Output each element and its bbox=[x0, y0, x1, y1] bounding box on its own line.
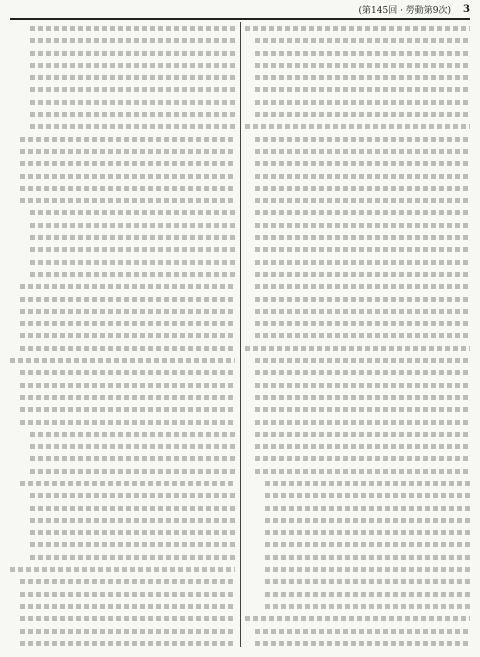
text-line bbox=[245, 59, 470, 71]
illegible-text-placeholder bbox=[20, 297, 235, 302]
text-line bbox=[10, 305, 235, 317]
text-line bbox=[10, 342, 235, 354]
text-line bbox=[10, 317, 235, 329]
illegible-text-placeholder bbox=[265, 481, 470, 486]
text-line bbox=[245, 47, 470, 59]
illegible-text-placeholder bbox=[30, 75, 235, 80]
illegible-text-placeholder bbox=[30, 444, 235, 449]
text-line bbox=[245, 502, 470, 514]
text-line bbox=[245, 145, 470, 157]
illegible-text-placeholder bbox=[255, 210, 470, 215]
illegible-text-placeholder bbox=[265, 542, 470, 547]
illegible-text-placeholder bbox=[255, 629, 470, 634]
text-line bbox=[10, 243, 235, 255]
text-line bbox=[10, 588, 235, 600]
illegible-text-placeholder bbox=[255, 420, 470, 425]
text-line bbox=[245, 96, 470, 108]
text-line bbox=[245, 551, 470, 563]
text-line bbox=[245, 403, 470, 415]
text-line bbox=[10, 625, 235, 637]
illegible-text-placeholder bbox=[30, 506, 235, 511]
illegible-text-placeholder bbox=[20, 592, 235, 597]
text-line bbox=[245, 206, 470, 218]
page-header bbox=[10, 0, 470, 20]
illegible-text-placeholder bbox=[20, 149, 235, 154]
illegible-text-placeholder bbox=[20, 383, 235, 388]
text-line bbox=[245, 22, 470, 34]
text-line bbox=[245, 194, 470, 206]
illegible-text-placeholder bbox=[20, 629, 235, 634]
illegible-text-placeholder bbox=[20, 284, 235, 289]
text-line bbox=[245, 465, 470, 477]
illegible-text-placeholder bbox=[20, 641, 235, 646]
left-column bbox=[10, 22, 235, 647]
illegible-text-placeholder bbox=[265, 604, 470, 609]
illegible-text-placeholder bbox=[255, 75, 470, 80]
text-line bbox=[245, 391, 470, 403]
illegible-text-placeholder bbox=[255, 223, 470, 228]
illegible-text-placeholder bbox=[30, 555, 235, 560]
illegible-text-placeholder bbox=[30, 38, 235, 43]
text-line bbox=[10, 391, 235, 403]
text-line bbox=[245, 538, 470, 550]
illegible-text-placeholder bbox=[255, 161, 470, 166]
text-line bbox=[10, 440, 235, 452]
illegible-text-placeholder bbox=[255, 186, 470, 191]
text-line bbox=[10, 452, 235, 464]
text-line bbox=[245, 231, 470, 243]
text-line bbox=[10, 83, 235, 95]
text-line bbox=[10, 182, 235, 194]
text-line bbox=[10, 22, 235, 34]
text-line bbox=[245, 83, 470, 95]
illegible-text-placeholder bbox=[30, 432, 235, 437]
text-line bbox=[245, 354, 470, 366]
illegible-text-placeholder bbox=[265, 493, 470, 498]
text-line bbox=[245, 268, 470, 280]
illegible-text-placeholder bbox=[255, 383, 470, 388]
illegible-text-placeholder bbox=[20, 346, 235, 351]
illegible-text-placeholder bbox=[265, 592, 470, 597]
illegible-text-placeholder bbox=[255, 370, 470, 375]
illegible-text-placeholder bbox=[255, 87, 470, 92]
text-line bbox=[10, 526, 235, 538]
illegible-text-placeholder bbox=[20, 198, 235, 203]
text-line bbox=[245, 329, 470, 341]
illegible-text-placeholder bbox=[30, 235, 235, 240]
text-line bbox=[245, 243, 470, 255]
text-line bbox=[245, 293, 470, 305]
illegible-text-placeholder bbox=[20, 420, 235, 425]
text-line bbox=[10, 47, 235, 59]
illegible-text-placeholder bbox=[30, 87, 235, 92]
text-line bbox=[10, 538, 235, 550]
illegible-text-placeholder bbox=[255, 444, 470, 449]
text-line bbox=[10, 465, 235, 477]
illegible-text-placeholder bbox=[255, 198, 470, 203]
illegible-text-placeholder bbox=[20, 321, 235, 326]
illegible-text-placeholder bbox=[20, 370, 235, 375]
illegible-text-placeholder bbox=[245, 616, 470, 621]
illegible-text-placeholder bbox=[255, 112, 470, 117]
illegible-text-placeholder bbox=[20, 161, 235, 166]
text-line bbox=[10, 194, 235, 206]
illegible-text-placeholder bbox=[30, 518, 235, 523]
illegible-text-placeholder bbox=[255, 297, 470, 302]
text-line bbox=[10, 268, 235, 280]
illegible-text-placeholder bbox=[255, 407, 470, 412]
illegible-text-placeholder bbox=[255, 272, 470, 277]
page-number: 3 bbox=[463, 3, 470, 15]
illegible-text-placeholder bbox=[30, 247, 235, 252]
text-line bbox=[245, 280, 470, 292]
illegible-text-placeholder bbox=[255, 333, 470, 338]
text-line bbox=[245, 625, 470, 637]
text-line bbox=[10, 133, 235, 145]
text-line bbox=[10, 219, 235, 231]
illegible-text-placeholder bbox=[255, 247, 470, 252]
illegible-text-placeholder bbox=[20, 174, 235, 179]
text-line bbox=[10, 502, 235, 514]
text-line bbox=[245, 170, 470, 182]
text-line bbox=[245, 342, 470, 354]
illegible-text-placeholder bbox=[20, 333, 235, 338]
illegible-text-placeholder bbox=[30, 124, 235, 129]
text-line bbox=[10, 71, 235, 83]
text-line bbox=[10, 551, 235, 563]
text-line bbox=[245, 637, 470, 647]
illegible-text-placeholder bbox=[30, 210, 235, 215]
text-line bbox=[10, 637, 235, 647]
illegible-text-placeholder bbox=[255, 235, 470, 240]
text-line bbox=[10, 120, 235, 132]
text-line bbox=[10, 366, 235, 378]
illegible-text-placeholder bbox=[255, 432, 470, 437]
text-line bbox=[245, 256, 470, 268]
illegible-text-placeholder bbox=[30, 63, 235, 68]
illegible-text-placeholder bbox=[255, 63, 470, 68]
text-line bbox=[10, 600, 235, 612]
illegible-text-placeholder bbox=[10, 567, 235, 572]
text-line bbox=[10, 96, 235, 108]
illegible-text-placeholder bbox=[255, 358, 470, 363]
text-line bbox=[10, 108, 235, 120]
text-line bbox=[10, 170, 235, 182]
illegible-text-placeholder bbox=[265, 579, 470, 584]
illegible-text-placeholder bbox=[255, 100, 470, 105]
illegible-text-placeholder bbox=[30, 51, 235, 56]
illegible-text-placeholder bbox=[20, 309, 235, 314]
text-line bbox=[10, 612, 235, 624]
illegible-text-placeholder bbox=[255, 469, 470, 474]
text-line bbox=[245, 133, 470, 145]
illegible-text-placeholder bbox=[255, 174, 470, 179]
illegible-text-placeholder bbox=[10, 358, 235, 363]
text-line bbox=[245, 588, 470, 600]
text-line bbox=[10, 575, 235, 587]
illegible-text-placeholder bbox=[30, 469, 235, 474]
text-line bbox=[10, 280, 235, 292]
text-line bbox=[10, 563, 235, 575]
illegible-text-placeholder bbox=[30, 26, 235, 31]
text-line bbox=[245, 379, 470, 391]
illegible-text-placeholder bbox=[255, 321, 470, 326]
text-line bbox=[10, 416, 235, 428]
illegible-text-placeholder bbox=[255, 260, 470, 265]
text-line bbox=[245, 514, 470, 526]
text-line bbox=[245, 317, 470, 329]
illegible-text-placeholder bbox=[255, 38, 470, 43]
text-line bbox=[10, 477, 235, 489]
illegible-text-placeholder bbox=[255, 51, 470, 56]
text-line bbox=[10, 157, 235, 169]
text-line bbox=[245, 71, 470, 83]
illegible-text-placeholder bbox=[255, 641, 470, 646]
header-title: (第145回 · 勞動第9次) bbox=[358, 5, 452, 16]
two-column-body bbox=[10, 22, 470, 647]
text-line bbox=[10, 329, 235, 341]
text-line bbox=[245, 108, 470, 120]
illegible-text-placeholder bbox=[20, 579, 235, 584]
text-line bbox=[245, 440, 470, 452]
illegible-text-placeholder bbox=[20, 481, 235, 486]
illegible-text-placeholder bbox=[265, 506, 470, 511]
illegible-text-placeholder bbox=[20, 604, 235, 609]
text-line bbox=[10, 403, 235, 415]
illegible-text-placeholder bbox=[20, 395, 235, 400]
text-line bbox=[245, 219, 470, 231]
illegible-text-placeholder bbox=[255, 395, 470, 400]
text-line bbox=[10, 59, 235, 71]
text-line bbox=[245, 563, 470, 575]
text-line bbox=[245, 600, 470, 612]
illegible-text-placeholder bbox=[245, 124, 470, 129]
illegible-text-placeholder bbox=[30, 112, 235, 117]
text-line bbox=[245, 182, 470, 194]
text-line bbox=[10, 145, 235, 157]
text-line bbox=[245, 489, 470, 501]
text-line bbox=[245, 612, 470, 624]
illegible-text-placeholder bbox=[255, 309, 470, 314]
text-line bbox=[10, 514, 235, 526]
illegible-text-placeholder bbox=[265, 567, 470, 572]
illegible-text-placeholder bbox=[255, 284, 470, 289]
illegible-text-placeholder bbox=[265, 555, 470, 560]
text-line bbox=[245, 366, 470, 378]
text-line bbox=[245, 157, 470, 169]
illegible-text-placeholder bbox=[30, 530, 235, 535]
illegible-text-placeholder bbox=[265, 530, 470, 535]
illegible-text-placeholder bbox=[20, 137, 235, 142]
illegible-text-placeholder bbox=[30, 260, 235, 265]
text-line bbox=[245, 120, 470, 132]
text-line bbox=[245, 477, 470, 489]
text-line bbox=[10, 354, 235, 366]
text-line bbox=[10, 206, 235, 218]
illegible-text-placeholder bbox=[30, 272, 235, 277]
text-line bbox=[10, 489, 235, 501]
illegible-text-placeholder bbox=[255, 149, 470, 154]
text-line bbox=[10, 293, 235, 305]
text-line bbox=[245, 452, 470, 464]
illegible-text-placeholder bbox=[255, 137, 470, 142]
illegible-text-placeholder bbox=[30, 100, 235, 105]
text-line bbox=[245, 526, 470, 538]
illegible-text-placeholder bbox=[20, 616, 235, 621]
illegible-text-placeholder bbox=[20, 407, 235, 412]
right-column bbox=[245, 22, 470, 647]
illegible-text-placeholder bbox=[265, 518, 470, 523]
illegible-text-placeholder bbox=[245, 26, 470, 31]
text-line bbox=[245, 34, 470, 46]
illegible-text-placeholder bbox=[245, 346, 470, 351]
illegible-text-placeholder bbox=[30, 493, 235, 498]
illegible-text-placeholder bbox=[255, 456, 470, 461]
illegible-text-placeholder bbox=[30, 542, 235, 547]
text-line bbox=[10, 428, 235, 440]
text-line bbox=[245, 416, 470, 428]
text-line bbox=[245, 305, 470, 317]
illegible-text-placeholder bbox=[30, 223, 235, 228]
text-line bbox=[245, 575, 470, 587]
illegible-text-placeholder bbox=[20, 186, 235, 191]
text-line bbox=[245, 428, 470, 440]
illegible-text-placeholder bbox=[30, 456, 235, 461]
text-line bbox=[10, 231, 235, 243]
text-line bbox=[10, 256, 235, 268]
text-line bbox=[10, 379, 235, 391]
text-line bbox=[10, 34, 235, 46]
